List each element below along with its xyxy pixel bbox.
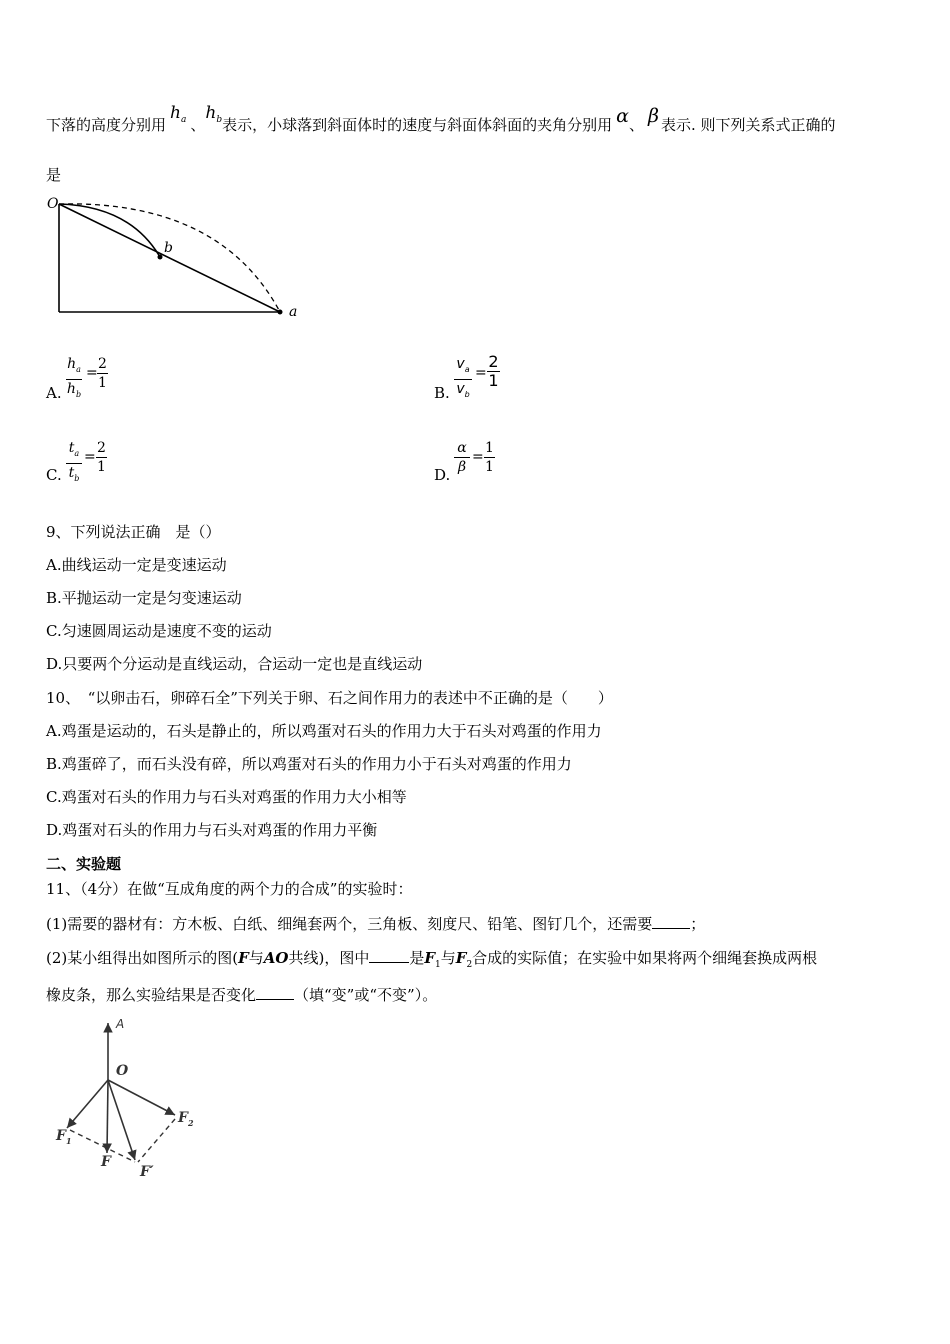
point-b <box>158 255 163 260</box>
answer-blank-1[interactable] <box>652 914 690 929</box>
label-O: O <box>116 1063 129 1079</box>
q9-stem: 9、下列说法正确 是（） <box>46 523 221 541</box>
q11-part1: (1)需要的器材有：方木板、白纸、细绳套两个，三角板、刻度尺、铅笔、图钉几个，还需要 ； <box>46 915 706 933</box>
point-a <box>278 310 283 315</box>
q11-stem: 11、（4分）在做“互成角度的两个力的合成”的实验时： <box>46 880 413 898</box>
label-F2: $F_2$ <box>178 1110 194 1128</box>
label-o: O <box>47 196 59 212</box>
q10-option-a[interactable]: A.鸡蛋是运动的，石头是静止的，所以鸡蛋对石头的作用力大于石头对鸡蛋的作用力 <box>46 722 602 740</box>
q11-part2-line2: 橡皮条，那么实验结果是否变化 （填“变”或“不变”）。 <box>46 986 438 1004</box>
dash-f2-fprime <box>138 1119 175 1162</box>
label-F: F <box>101 1154 111 1170</box>
q9-option-d[interactable]: D.只要两个分运动是直线运动，合运动一定也是直线运动 <box>46 655 423 673</box>
answer-blank-2[interactable] <box>369 948 409 963</box>
q10-option-b[interactable]: B.鸡蛋碎了，而石头没有碎，所以鸡蛋对石头的作用力小于石头对鸡蛋的作用力 <box>46 755 572 773</box>
q10-option-c[interactable]: C.鸡蛋对石头的作用力与石头对鸡蛋的作用力大小相等 <box>46 788 407 806</box>
vector-f1 <box>67 1080 108 1128</box>
label-A: A <box>116 1017 125 1031</box>
label-F1: $F_1$ <box>56 1128 72 1146</box>
vector-f <box>107 1080 108 1153</box>
q9-option-b[interactable]: B.平抛运动一定是匀变速运动 <box>46 589 242 607</box>
answer-blank-3[interactable] <box>256 985 294 1000</box>
section-heading: 二、实验题 <box>46 855 122 873</box>
h-symbol: h <box>170 103 181 123</box>
figure-2-forces <box>50 1015 210 1185</box>
intro-line-1: 下落的高度分别用$h^a$ 、$h^b$表示，小球落到斜面体时的速度与斜面体斜面的夹角分别用 α、 β 表示. 则下列关系式正确的 <box>46 103 836 134</box>
q9-option-c[interactable]: C.匀速圆周运动是速度不变的运动 <box>46 622 272 640</box>
q10-option-d[interactable]: D.鸡蛋对石头的作用力与石头对鸡蛋的作用力平衡 <box>46 821 378 839</box>
q10-stem: 10、 “以卵击石，卵碎石全”下列关于卵、石之间作用力的表述中不正确的是（ ） <box>46 689 613 707</box>
intro-line-2: 是 <box>46 166 62 184</box>
label-b: b <box>164 240 173 256</box>
label-Fprime: F′ <box>140 1164 154 1180</box>
figure-1-incline <box>40 192 310 322</box>
q9-option-a[interactable]: A.曲线运动一定是变速运动 <box>46 556 227 574</box>
label-a: a <box>289 304 298 320</box>
q11-part2-line1: (2)某小组得出如图所示的图(F与AO共线)，图中 是$F_1$与$F_2$合成的实际值；在实验中如果将两个细绳套换成两根 <box>46 949 818 970</box>
incline-slope <box>59 204 280 312</box>
